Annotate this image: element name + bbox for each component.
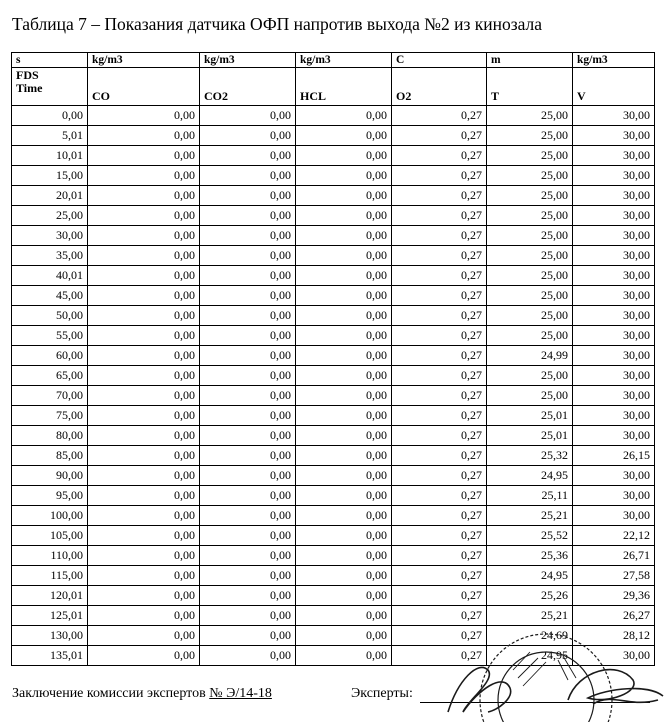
table-cell: 30,00: [573, 646, 655, 666]
table-cell: kg/m3: [88, 53, 200, 68]
table-cell: 29,36: [573, 586, 655, 606]
table-cell: 30,00: [573, 146, 655, 166]
table-cell: 0,00: [200, 106, 296, 126]
table-cell: 0,00: [296, 626, 392, 646]
table-cell: 50,00: [12, 306, 88, 326]
table-cell: 0,00: [296, 406, 392, 426]
table-cell: 25,36: [487, 546, 573, 566]
table-cell: 120,01: [12, 586, 88, 606]
table-cell: 0,00: [88, 526, 200, 546]
table-cell: 0,27: [392, 646, 487, 666]
table-cell: C: [392, 53, 487, 68]
table-cell: 0,00: [88, 586, 200, 606]
table-cell: 30,00: [573, 326, 655, 346]
table-cell: 0,00: [88, 386, 200, 406]
table-cell: 0,00: [200, 146, 296, 166]
table-cell: kg/m3: [200, 53, 296, 68]
table-cell: 0,00: [200, 426, 296, 446]
table-cell: 0,00: [296, 126, 392, 146]
table-cell: m: [487, 53, 573, 68]
table-cell: 75,00: [12, 406, 88, 426]
table-row: [12, 406, 655, 426]
table-row: [12, 506, 655, 526]
table-row: [12, 366, 655, 386]
table-cell: 0,27: [392, 606, 487, 626]
table-cell: 0,27: [392, 366, 487, 386]
table-cell: 40,01: [12, 266, 88, 286]
table-cell: 25,00: [487, 126, 573, 146]
table-cell: 0,00: [296, 346, 392, 366]
stamp-outer-ring: [480, 634, 612, 722]
table-cell: HCL: [296, 68, 392, 106]
table-cell: 0,00: [88, 226, 200, 246]
table-cell: 0,00: [296, 226, 392, 246]
table-cell: 0,00: [296, 306, 392, 326]
table-cell: 0,00: [296, 546, 392, 566]
table-cell: 0,00: [88, 606, 200, 626]
table-cell: 0,27: [392, 346, 487, 366]
table-row: [12, 266, 655, 286]
table-cell: 0,27: [392, 546, 487, 566]
table-cell: 0,00: [296, 566, 392, 586]
table-cell: 0,00: [88, 146, 200, 166]
table-row: [12, 126, 655, 146]
table-row: [12, 306, 655, 326]
table-cell: 0,00: [296, 186, 392, 206]
table-cell: 30,00: [12, 226, 88, 246]
table-row: [12, 326, 655, 346]
table-cell: 0,00: [200, 526, 296, 546]
table-cell: 0,00: [88, 106, 200, 126]
table-cell: 0,00: [200, 546, 296, 566]
table-cell: T: [487, 68, 573, 106]
table-cell: 0,00: [200, 166, 296, 186]
units-header-row: [12, 53, 655, 68]
table-cell: 0,27: [392, 206, 487, 226]
table-cell: 0,00: [88, 366, 200, 386]
table-cell: 25,00: [487, 306, 573, 326]
table-cell: 0,00: [296, 646, 392, 666]
experts-label: Эксперты:: [351, 686, 413, 701]
table-cell: 24,69: [487, 626, 573, 646]
table-cell: 30,00: [573, 186, 655, 206]
table-cell: 0,00: [200, 606, 296, 626]
table-cell: 24,99: [487, 346, 573, 366]
table-cell: 0,00: [12, 106, 88, 126]
table-cell: 0,00: [88, 326, 200, 346]
table-row: [12, 526, 655, 546]
table-cell: 0,27: [392, 166, 487, 186]
table-cell: 0,00: [200, 646, 296, 666]
table-cell: 30,00: [573, 386, 655, 406]
table-cell: 0,00: [296, 246, 392, 266]
table-cell: 0,00: [296, 426, 392, 446]
table-cell: 0,00: [200, 386, 296, 406]
conclusion-number: № Э/14-18: [209, 686, 272, 701]
table-cell: 60,00: [12, 346, 88, 366]
table-row: [12, 146, 655, 166]
table-cell: 0,00: [200, 486, 296, 506]
table-cell: 26,15: [573, 446, 655, 466]
table-cell: 25,01: [487, 406, 573, 426]
table-cell: 0,00: [88, 486, 200, 506]
table-cell: 0,00: [296, 366, 392, 386]
table-cell: 130,00: [12, 626, 88, 646]
table-row: [12, 246, 655, 266]
table-cell: 30,00: [573, 426, 655, 446]
table-cell: 0,00: [88, 346, 200, 366]
table-cell: 22,12: [573, 526, 655, 546]
table-cell: 30,00: [573, 106, 655, 126]
conclusion-line: [12, 686, 272, 702]
table-cell: s: [12, 53, 88, 68]
table-cell: 30,00: [573, 466, 655, 486]
table-cell: 0,00: [200, 406, 296, 426]
table-cell: 0,27: [392, 266, 487, 286]
table-cell: 25,11: [487, 486, 573, 506]
table-cell: 0,00: [88, 566, 200, 586]
table-cell: 55,00: [12, 326, 88, 346]
table-cell: 25,01: [487, 426, 573, 446]
table-cell: 0,00: [200, 366, 296, 386]
table-cell: 0,27: [392, 566, 487, 586]
table-cell: 0,27: [392, 506, 487, 526]
table-cell: 110,00: [12, 546, 88, 566]
table-row: [12, 346, 655, 366]
table-cell: 100,00: [12, 506, 88, 526]
table-cell: 90,00: [12, 466, 88, 486]
table-cell: 0,00: [296, 466, 392, 486]
table-cell: 0,00: [296, 106, 392, 126]
table-cell: 25,00: [487, 266, 573, 286]
table-cell: 0,00: [200, 206, 296, 226]
table-cell: kg/m3: [296, 53, 392, 68]
table-cell: 30,00: [573, 246, 655, 266]
table-cell: 25,00: [487, 166, 573, 186]
table-cell: 0,27: [392, 106, 487, 126]
table-row: [12, 446, 655, 466]
table-cell: 35,00: [12, 246, 88, 266]
table-cell: 0,00: [200, 506, 296, 526]
table-cell: 0,27: [392, 286, 487, 306]
table-cell: 25,00: [487, 186, 573, 206]
table-cell: 0,00: [88, 406, 200, 426]
table-cell: 25,00: [487, 106, 573, 126]
table-cell: 30,00: [573, 506, 655, 526]
signature-left: [448, 667, 511, 712]
table-cell: 0,00: [200, 266, 296, 286]
table-cell: 25,00: [487, 286, 573, 306]
table-cell: V: [573, 68, 655, 106]
table-cell: 0,00: [200, 566, 296, 586]
table-row: [12, 226, 655, 246]
table-cell: 30,00: [573, 166, 655, 186]
table-cell: 0,27: [392, 146, 487, 166]
table-cell: 0,27: [392, 386, 487, 406]
table-cell: FDS Time: [12, 68, 88, 106]
table-cell: 0,00: [88, 266, 200, 286]
table-cell: 25,00: [487, 326, 573, 346]
table-cell: 15,00: [12, 166, 88, 186]
table-cell: 0,00: [296, 486, 392, 506]
table-cell: 24,95: [487, 466, 573, 486]
table-cell: 0,00: [200, 626, 296, 646]
table-cell: 0,00: [296, 386, 392, 406]
table-cell: 25,00: [12, 206, 88, 226]
table-cell: 24,95: [487, 566, 573, 586]
table-row: [12, 186, 655, 206]
table-cell: 30,00: [573, 266, 655, 286]
table-cell: 0,00: [88, 446, 200, 466]
table-row: [12, 206, 655, 226]
table-cell: 0,00: [296, 526, 392, 546]
table-cell: 0,27: [392, 626, 487, 646]
table-cell: 0,00: [296, 266, 392, 286]
table-cell: 25,00: [487, 366, 573, 386]
table-cell: 0,27: [392, 326, 487, 346]
table-cell: 0,00: [296, 146, 392, 166]
table-row: [12, 386, 655, 406]
table-cell: 0,00: [296, 606, 392, 626]
table-cell: 135,01: [12, 646, 88, 666]
table-cell: 25,32: [487, 446, 573, 466]
table-cell: 25,00: [487, 206, 573, 226]
table-cell: 30,00: [573, 486, 655, 506]
table-cell: 0,00: [296, 586, 392, 606]
table-cell: 0,00: [200, 246, 296, 266]
table-cell: 0,00: [200, 586, 296, 606]
table-cell: O2: [392, 68, 487, 106]
table-cell: 25,52: [487, 526, 573, 546]
table-cell: 25,00: [487, 226, 573, 246]
table-cell: 20,01: [12, 186, 88, 206]
table-cell: 30,00: [573, 126, 655, 146]
table-row: [12, 426, 655, 446]
table-cell: 0,00: [296, 286, 392, 306]
table-cell: 0,27: [392, 306, 487, 326]
table-cell: 0,00: [88, 626, 200, 646]
table-cell: 30,00: [573, 206, 655, 226]
table-cell: 95,00: [12, 486, 88, 506]
table-cell: 0,00: [200, 466, 296, 486]
table-cell: 0,00: [88, 646, 200, 666]
stamp-and-signatures: [418, 600, 668, 722]
table-cell: 30,00: [573, 226, 655, 246]
table-cell: 125,01: [12, 606, 88, 626]
table-cell: 26,71: [573, 546, 655, 566]
table-cell: 0,00: [296, 166, 392, 186]
table-cell: 0,00: [296, 506, 392, 526]
table-cell: 0,00: [200, 126, 296, 146]
table-cell: 0,00: [200, 326, 296, 346]
table-cell: 0,00: [88, 126, 200, 146]
table-cell: 25,00: [487, 246, 573, 266]
table-cell: 0,00: [88, 166, 200, 186]
table-cell: 0,00: [88, 546, 200, 566]
table-cell: 0,00: [88, 206, 200, 226]
table-cell: 0,27: [392, 446, 487, 466]
sensor-readings-table: [11, 52, 655, 666]
names-header-row: [12, 68, 655, 106]
table-cell: 105,00: [12, 526, 88, 546]
table-cell: 28,12: [573, 626, 655, 646]
table-cell: 0,00: [88, 246, 200, 266]
table-cell: 0,00: [88, 306, 200, 326]
table-cell: 85,00: [12, 446, 88, 466]
table-cell: 30,00: [573, 406, 655, 426]
table-cell: 0,27: [392, 586, 487, 606]
table-cell: 80,00: [12, 426, 88, 446]
table-cell: 0,27: [392, 226, 487, 246]
table-cell: 25,21: [487, 606, 573, 626]
table-cell: 70,00: [12, 386, 88, 406]
table-cell: 0,00: [88, 466, 200, 486]
table-cell: kg/m3: [573, 53, 655, 68]
table-row: [12, 566, 655, 586]
table-cell: 0,27: [392, 186, 487, 206]
table-cell: 0,00: [200, 446, 296, 466]
table-cell: 0,00: [296, 326, 392, 346]
table-cell: 0,27: [392, 466, 487, 486]
table-cell: 115,00: [12, 566, 88, 586]
table-cell: 0,00: [88, 186, 200, 206]
table-cell: 0,00: [200, 226, 296, 246]
table-cell: 26,27: [573, 606, 655, 626]
table-cell: 0,00: [200, 306, 296, 326]
table-row: [12, 166, 655, 186]
table-cell: 24,95: [487, 646, 573, 666]
table-row: [12, 546, 655, 566]
table-cell: 0,00: [88, 286, 200, 306]
table-cell: 30,00: [573, 306, 655, 326]
table-cell: 0,00: [296, 206, 392, 226]
table-cell: 65,00: [12, 366, 88, 386]
table-cell: 30,00: [573, 346, 655, 366]
table-cell: 0,27: [392, 126, 487, 146]
table-cell: 0,00: [88, 506, 200, 526]
table-cell: 30,00: [573, 286, 655, 306]
table-cell: 25,00: [487, 386, 573, 406]
table-row: [12, 486, 655, 506]
table-row: [12, 466, 655, 486]
table-cell: 0,00: [200, 186, 296, 206]
table-cell: CO: [88, 68, 200, 106]
conclusion-prefix: Заключение комиссии экспертов: [12, 686, 206, 701]
signature-right: [568, 670, 663, 704]
table-cell: 0,27: [392, 426, 487, 446]
table-cell: 0,27: [392, 526, 487, 546]
table-cell: 0,00: [200, 286, 296, 306]
table-cell: 25,26: [487, 586, 573, 606]
table-cell: 0,00: [200, 346, 296, 366]
table-cell: 0,00: [296, 446, 392, 466]
table-cell: 45,00: [12, 286, 88, 306]
table-row: [12, 106, 655, 126]
table-cell: 0,00: [88, 426, 200, 446]
table-title: Таблица 7 – Показания датчика ОФП напротив выхода №2 из кинозала: [12, 14, 543, 34]
table-cell: 25,21: [487, 506, 573, 526]
table-row: [12, 286, 655, 306]
table-cell: CO2: [200, 68, 296, 106]
table-cell: 0,27: [392, 246, 487, 266]
table-cell: 30,00: [573, 366, 655, 386]
table-cell: 27,58: [573, 566, 655, 586]
table-cell: 0,27: [392, 406, 487, 426]
table-cell: 25,00: [487, 146, 573, 166]
table-cell: 10,01: [12, 146, 88, 166]
table-cell: 0,27: [392, 486, 487, 506]
table-cell: 5,01: [12, 126, 88, 146]
